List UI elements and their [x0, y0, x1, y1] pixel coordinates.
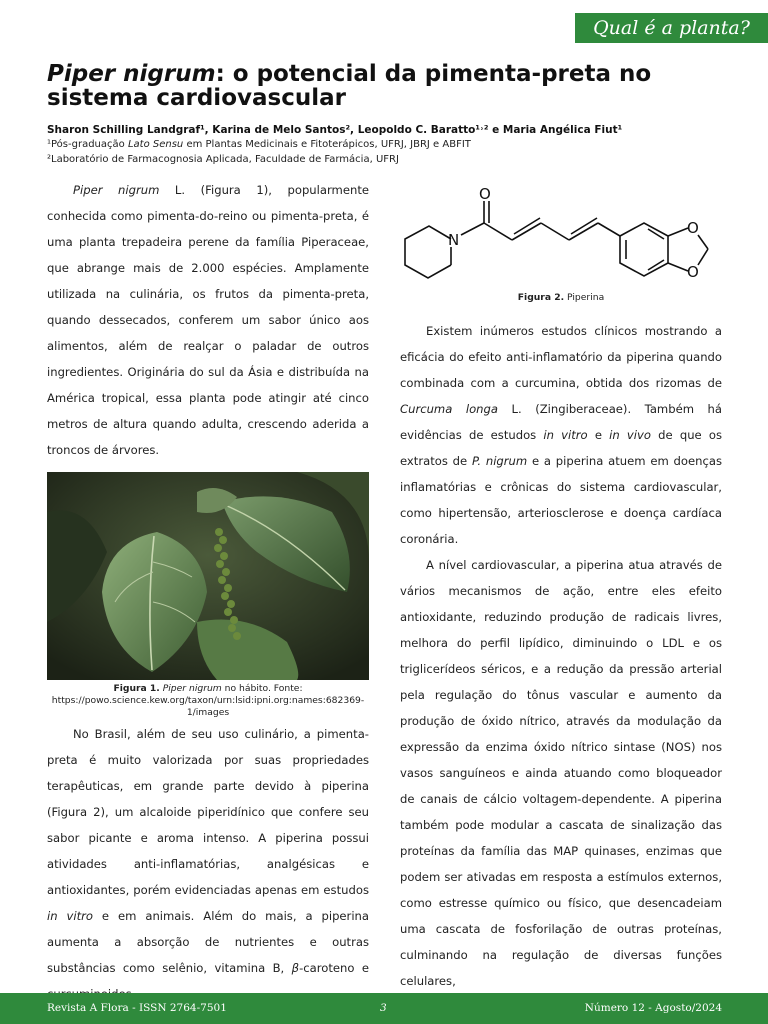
footer-page-number: 3	[380, 1002, 387, 1014]
footer-bar	[0, 993, 768, 1024]
dioxole-oxygen-2-label: O	[687, 263, 699, 281]
body-left-top	[47, 177, 369, 463]
article-title	[47, 62, 727, 110]
section-badge: Qual é a planta?	[575, 13, 768, 43]
figure-1-photo	[47, 472, 369, 680]
figure-2-caption: Figura 2. Piperina	[517, 292, 605, 303]
carbonyl-oxygen-label: O	[479, 185, 491, 203]
paragraph-1: Piper nigrum L. (Figura 1), popularmente conhecida como pimenta-do-reino ou pimenta-preta, é uma planta trepadeira perene da família Piperaceae, que abrange mais de 2.000 espécies. Amplamente utilizada na culinária, os frutos da pimenta-preta, quando dessecados, conferem um sabor único aos alimentos, além de realçar o paladar de outros ingredientes. Originária do sul da Ásia e distribuída na América tropical, essa planta pode atingir até cinco metros de altura quando adulta, crescendo aderida a troncos de árvores.	[47, 183, 369, 457]
piper-leaves-illustration	[47, 472, 369, 680]
nitrogen-label: N	[448, 231, 460, 249]
paragraph-2: No Brasil, além de seu uso culinário, a pimenta-preta é muito valorizada por suas propriedades terapêuticas, em grande parte devido à piperina (Figura 2), um alcaloide piperidínico que confere seu sabor picante e aroma intenso. A piperina possui atividades anti-inflamatórias, analgésicas e antioxidantes, porém evidenciadas apenas em estudos in vitro e em animais. Além do mais, a piperina aumenta a absorção de nutrientes e outras substâncias como selênio, vitamina B, β-caroteno e	[47, 727, 369, 975]
authors: Sharon Schilling Landgraf¹, Karina de Melo Santos², Leopoldo C. Baratto¹˒² e Maria Angélica Fiut¹	[47, 124, 623, 136]
paragraph-4: A nível cardiovascular, a piperina atua através de vários mecanismos de ação, entre eles efeito antioxidante, reduzindo produção de radicais livres, melhora do perfil lipídico, diminuindo o LDL e os triglicerídeos séricos, e a redução da pressão arterial pela regulação do tônus vascular e aumento da produção de óxido nítrico, através da modulação da expressão da enzima óxido nítrico sintase (NOS) nos vasos sanguíneos e ainda atuando como bloqueador de canais de cálcio voltagem-dependente. A piperina também pode modular a cascata de sinalização das proteínas da família das MAP quinases, enzimas que podem ser ativadas em resposta a estímulos externos, como estresse químico ou físico, que desencadeiam uma cascata de fosforilação de outras proteínas, culminando na regulação de diversas funções celulares,	[400, 558, 722, 988]
affiliation-1: ¹Pós-graduação Lato Sensu em Plantas Medicinais e Fitoterápicos, UFRJ, JBRJ e ABFIT	[47, 139, 471, 150]
body-right	[400, 318, 722, 994]
footer-issue: Número 12 - Agosto/2024	[584, 1002, 722, 1014]
piperine-structure	[395, 185, 725, 290]
body-left-bottom	[47, 721, 369, 1007]
dioxole-oxygen-1-label: O	[687, 219, 699, 237]
figure-1-caption: Figura 1. Piper nigrum no hábito. Fonte: https://powo.science.kew.org/taxon/urn:lsid:ipni.org:names:682369-1/images	[51, 683, 365, 718]
paragraph-3: Existem inúmeros estudos clínicos mostrando a eficácia do efeito anti-inflamatório da piperina quando combinada com a curcumina, obtida dos rizomas de Curcuma longa L. (Zingiberaceae). Também há evidências de estudos in vitro e in vivo de que os extratos de P. nigrum e a piperina atuem em doenças inflamatórias e crônicas do sistema cardiovascular, como hipertensão, arteriosclerose e doença cardíaca coronária.	[400, 324, 722, 546]
affiliation-2: ²Laboratório de Farmacognosia Aplicada, Faculdade de Farmácia, UFRJ	[47, 154, 399, 165]
title-rest: : o potencial da pimenta-preta no sistema cardiovascular	[47, 61, 652, 111]
footer-journal: Revista A Flora - ISSN 2764-7501	[47, 1002, 227, 1014]
title-scientific-name: Piper nigrum	[47, 61, 216, 87]
